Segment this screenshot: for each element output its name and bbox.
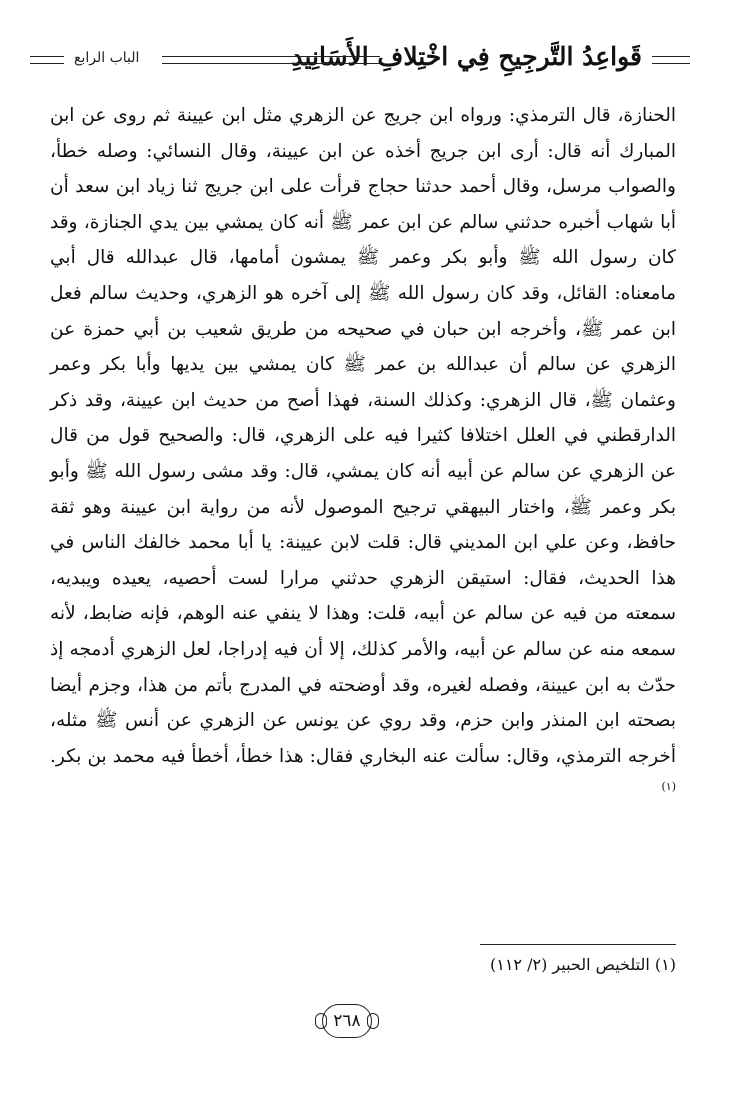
paragraph-text: الحنازة، قال الترمذي: ورواه ابن جريج عن الزهري مثل ابن عيينة ثم روى عن ابن المبارك أنه قال: أرى ابن جريج أخذه عن ابن عيينة، وقال النسائي: وصله خطأ، والصواب مرسل، وقال أحمد حدثنا حجاج قرأت على ابن جريج ثنا زياد ابن سعد أن أبا شهاب أخبره حدثني سالم عن ابن عمر ﷺ أنه كان يمشي بين يدي الجنازة، وقد كان رسول الله ﷺ وأبو بكر وعمر ﷺ يمشون أمامها، قال عبدالله قال أبي مامعناه: القائل، وقد كان رسول الله ﷺ إلى آخره هو الزهري، وحديث سالم فعل ابن عمر ﷺ، وأخرجه ابن حبان في صحيحه من طريق شعيب بن أبي حمزة عن الزهري عن سالم أن عبدالله بن عمر ﷺ كان يمشي بين يديها وأبا بكر وعمر وعثمان ﷺ، قال الزهري: وكذلك السنة، فهذا أصح من حديث ابن عيينة، وقد ذكر الدارقطني في العلل اختلافا كثيرا فيه على الزهري، قال: والصحيح قول من قال عن الزهري عن سالم عن أبيه أنه كان يمشي، قال: وقد مشى رسول الله ﷺ وأبو بكر وعمر ﷺ، واختار البيهقي ترجيح الموصول لأنه من رواية ابن عيينة وهو ثقة حافظ، وعن علي ابن المديني قال: قلت لابن عيينة: يا أبا محمد خالفك الناس في هذا الحديث، فقال: استيقن الزهري حدثني مرارا لست أحصيه، يعيده ويبديه، سمعته من فيه عن سالم عن أبيه، قلت: وهذا لا ينفي عنه الوهم، فإنه ضابط، لأنه سمعه منه عن سالم عن أبيه، والأمر كذلك، إلا أن فيه إدراجا، لعل الزهري أدمجه إذ حدّث به ابن عيينة، وفصله لغيره، وقد أوضحته في المدرج بأتم من هذا، وجزم أيضا بصحته ابن المنذر وابن حزم، وقد روي عن يونس عن الزهري عن أنس ﷺ مثله، أخرجه الترمذي، وقال: سألت عنه البخاري فقال: هذا خطأ، أخطأ فيه محمد بن بكر. xyxy=(50,105,676,767)
page-number: ٢٦٨ xyxy=(322,1004,372,1038)
book-title: قَواعِدُ التَّرجِيحِ فِي اخْتِلافِ الأَسَانِيدِ xyxy=(291,42,642,71)
header-rule-left xyxy=(30,56,64,64)
footnote: (١) التلخيص الحبير (٢/ ١١٢) xyxy=(489,955,676,974)
footnote-divider xyxy=(480,944,676,945)
footnote-reference[interactable]: (١) xyxy=(661,780,676,794)
header-rule-middle xyxy=(162,56,380,64)
main-paragraph xyxy=(50,98,676,810)
header-rule-right xyxy=(652,56,690,64)
chapter-label: الباب الرابع xyxy=(74,50,140,66)
running-header xyxy=(30,38,690,78)
